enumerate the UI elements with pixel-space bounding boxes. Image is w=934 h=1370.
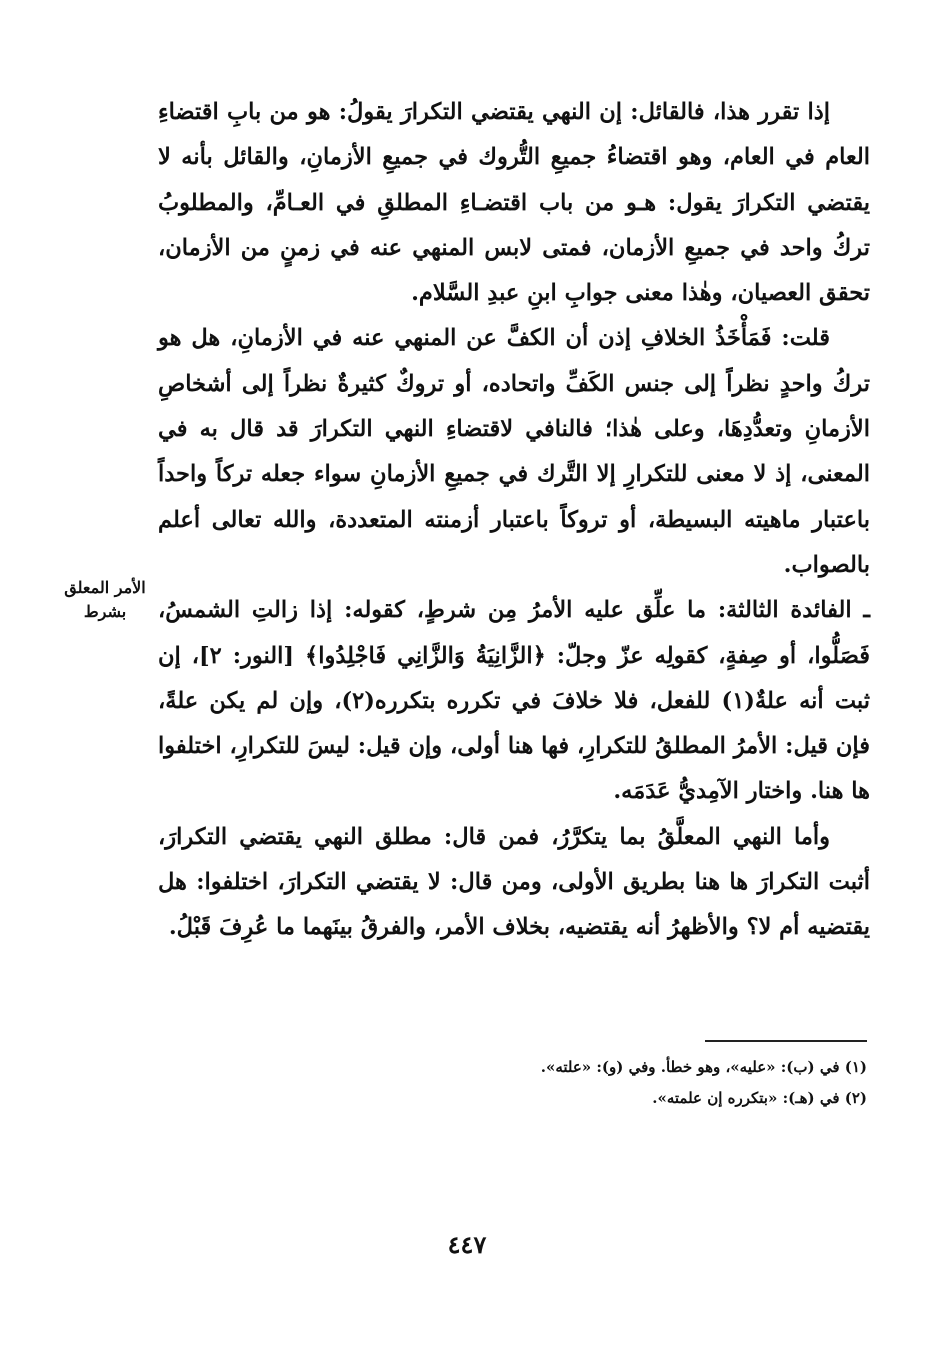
- page-number: ٤٤٧: [447, 1230, 487, 1259]
- footnote-2: (٢) في (هـ): «بتكرره إن علمته».: [652, 1089, 867, 1107]
- margin-note: الأمر المعلق بشرط: [64, 578, 146, 621]
- main-text-block: [158, 90, 870, 951]
- paragraph-3-text: ما علِّق عليه الأمرُ مِن شرطٍ، كقوله: إذا زالتِ الشمسُ، فَصَلُّوا، أو صِفةٍ، كقولِه عزّ وجلّ: ﴿الزَّانِيَةُ وَالزَّانِي فَاجْلِدُوا﴾ [النور: ٢]، إن ثبت أنه علةٌ(١) للفعل، فلا خلافَ في تكرره بتكرره(٢)، وإن لم يكن علةً، فإن قيل: الأمرُ المطلقُ للتكرارِ، فها هنا أولى، وإن قيل: ليسَ للتكرارِ، اختلفوا ها هنا. واختار الآمِديُّ عَدَمَه.: [158, 597, 870, 805]
- section-heading: ـ الفائدة الثالثة:: [717, 597, 870, 624]
- footnote-divider: [705, 1040, 867, 1042]
- paragraph-2: قلت: فَمَأْخَذُ الخلافِ إذن أن الكفَّ عن المنهي عنه في الأزمانِ، هل هو تركُ واحدٍ نظراً إلى جنس الكَفِّ واتحاده، أو تروكٌ كثيرةٌ نظراً إلى أشخاصِ الأزمانِ وتعدُّدِهَا، وعلى هٰذا؛ فالنافي لاقتضاءِ النهي التكرارَ قد قال به في المعنى، إذ لا معنى للتكرارِ إلا التَّرك في جميعِ الأزمانِ سواء جعله تركاً واحداً باعتبار ماهيته البسيطة، أو تروكاً باعتبار أزمنته المتعددة، والله تعالى أعلم بالصواب.: [158, 325, 870, 578]
- paragraph-4: وأما النهي المعلَّقُ بما يتكرَّرُ، فمن قال: مطلق النهي يقتضي التكرارَ، أثبت التكرارَ ها هنا بطريق الأولى، ومن قال: لا يقتضي التكرارَ، اختلفوا: هل يقتضيه أم لا؟ والأظهرُ أنه يقتضيه، بخلاف الأمر، والفرقُ بينَهما ما عُرِفَ قَبْلُ.: [158, 823, 870, 941]
- paragraph-1: إذا تقرر هذا، فالقائل: إن النهي يقتضي التكرارَ يقولُ: هو من بابِ اقتضاءِ العام في العام، وهو اقتضاءُ جميعِ التُّروك في جميعِ الأزمانِ، والقائل بأنه لا يقتضي التكرارَ يقول: هـو من باب اقتضـاءِ المطلقِ في العـامِّ، والمطلوبُ تركُ واحد في جميعِ الأزمان، فمتى لابس المنهي عنه في زمنٍ من الأزمان، تحقق العصيان، وهٰذا معنى جوابِ ابنِ عبدِ السَّلام.: [158, 99, 870, 307]
- paragraph-3: [158, 588, 870, 814]
- footnote-1: (١) في (ب): «عليه»، وهو خطأ. وفي (و): «علته».: [540, 1058, 867, 1076]
- footnotes: [430, 1052, 867, 1114]
